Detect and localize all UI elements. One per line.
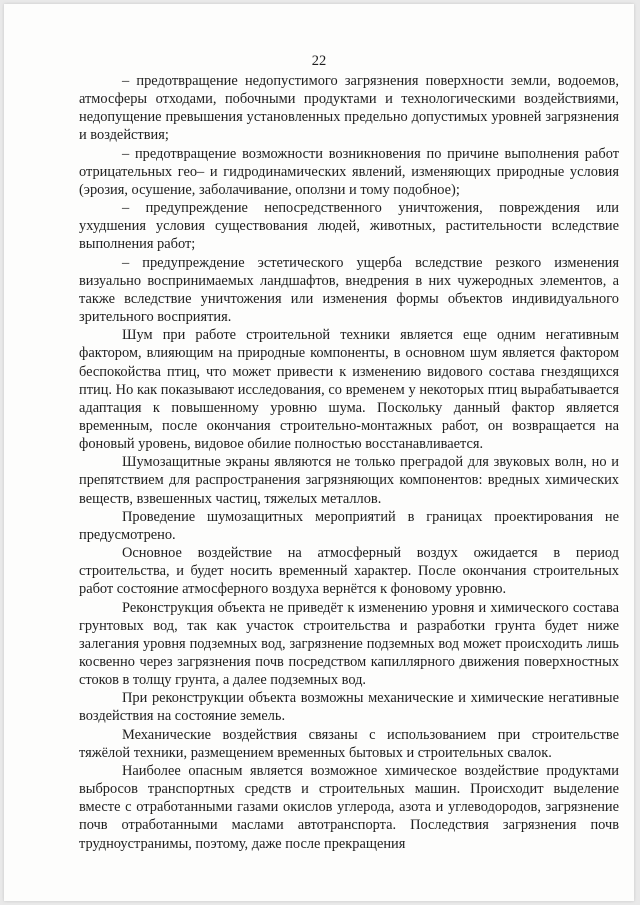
list-item-habitat-protection: – предупреждение непосредственного уничтожения, повреждения или ухудшения условия существования людей, животных, растительности вследствие выполнения работ; bbox=[79, 200, 619, 253]
paragraph-land-impact: При реконструкции объекта возможны механические и химические негативные воздействия на состояние земель. bbox=[79, 690, 619, 725]
paragraph-mechanical-impact: Механические воздействия связаны с использованием при строительстве тяжёлой техники, размещением временных бытовых и строительных свалок. bbox=[79, 726, 619, 761]
list-item-geodynamic-prevention: – предотвращение возможности возникновения по причине выполнения работ отрицательных гео– и гидродинамических явлений, изменяющих природные условия (эрозия, осушение, заболачивание, оползни и тому подобное); bbox=[79, 145, 619, 198]
paragraph-air-impact: Основное воздействие на атмосферный воздух ожидается в период строительства, и будет носить временный характер. После окончания строительных работ состояние атмосферного воздуха вернётся к фоновому уровню. bbox=[79, 545, 619, 598]
list-item-pollution-prevention: – предотвращение недопустимого загрязнения поверхности земли, водоемов, атмосферы отходами, побочными продуктами и технологическими воздействиями, недопущение превышения установленных предельно допустимых уровней загрязнения и воздействия; bbox=[79, 73, 619, 144]
list-item-aesthetic-damage: – предупреждение эстетического ущерба вследствие резкого изменения визуально воспринимаемых ландшафтов, внедрения в них чужеродных элементов, а также вследствие уничтожения или изменения формы объектов индивидуального зрительного восприятия. bbox=[79, 254, 619, 326]
paragraph-chemical-impact: Наиболее опасным является возможное химическое воздействие продуктами выбросов транспортных средств и строительных машин. Происходит выделение вместе с отработанными газами окислов углерода, азота и углеводородов, загрязнение почв отработанными маслами автотранспорта. Последствия загрязнения почв трудноустранимы, поэтому, даже после прекращения bbox=[79, 762, 619, 852]
paragraph-noise-measures: Проведение шумозащитных мероприятий в границах проектирования не предусмотрено. bbox=[79, 508, 619, 543]
body-text bbox=[79, 72, 619, 853]
paragraph-groundwater: Реконструкция объекта не приведёт к изменению уровня и химического состава грунтовых вод, так как участок строительства и разработки грунта будет ниже залегания уровня подземных вод, загрязнение подземных вод может происходить лишь косвенно через загрязнения почв посредством капиллярного движения поверхностных стоков в толщу грунта, а далее подземных вод. bbox=[79, 599, 619, 689]
document-page bbox=[4, 4, 634, 901]
paragraph-noise-barriers: Шумозащитные экраны являются не только преградой для звуковых волн, но и препятствием для распространения загрязняющих компонентов: вредных химических веществ, взвешенных частиц, тяжелых металлов. bbox=[79, 454, 619, 507]
page-number: 22 bbox=[311, 53, 327, 69]
paragraph-noise: Шум при работе строительной техники является еще одним негативным фактором, влияющим на природные компоненты, в основном шум является фактором беспокойства птиц, что может привести к изменению видового состава гнездящихся птиц. Но как показывают исследования, со временем у некоторых птиц вырабатывается адаптация к повышенному уровню шума. Поскольку данный фактор является временным, после окончания строительно-монтажных работ, он возвращается на фоновый уровень, видовое обилие полностью восстанавливается. bbox=[79, 327, 619, 453]
